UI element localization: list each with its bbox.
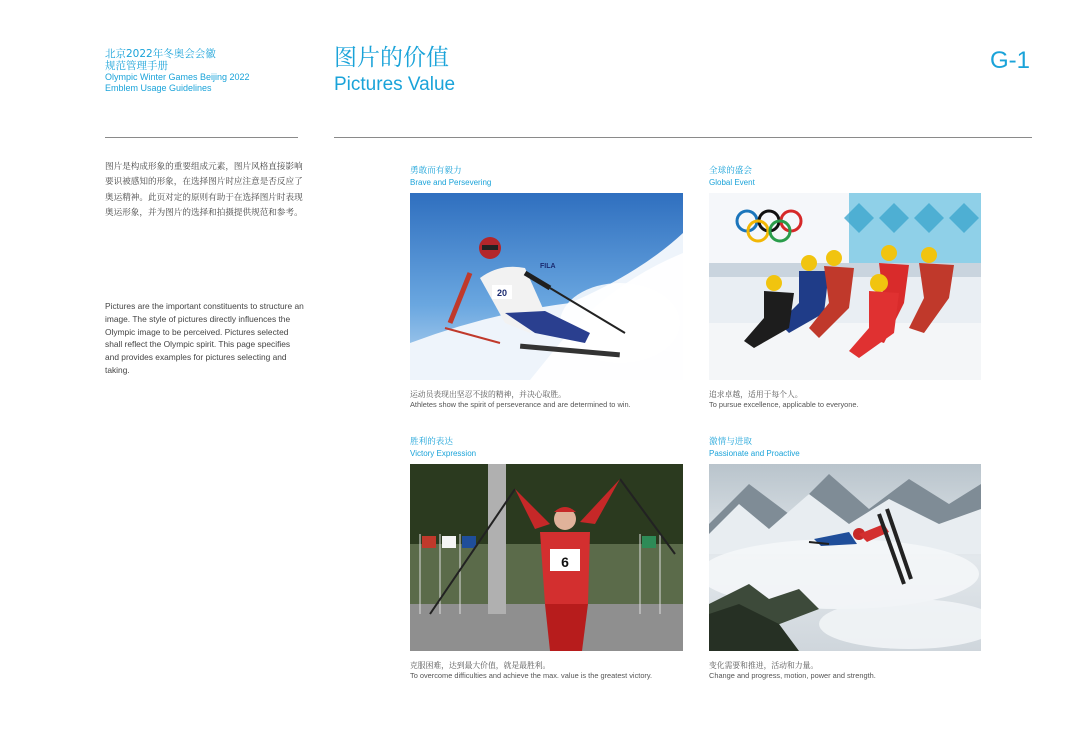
photo-1-caption-zh: 运动员表现出坚忍不拔的精神，并决心取胜。	[410, 390, 566, 399]
manual-subtitle-en: Emblem Usage Guidelines	[105, 83, 212, 93]
description-zh: 图片是构成形象的重要组成元素，图片风格直接影响要识被感知的形象，在选择图片时应注意是否反应了奥运精神。此页对定的原则有助于在选择图片时表现奥运形象，并为图片的选择和拍摄提供规范和参考。	[105, 162, 303, 219]
page-title-zh: 图片的价值	[334, 45, 449, 71]
photo-short-track-skaters	[709, 193, 981, 380]
photo-4-caption-en: Change and progress, motion, power and strength.	[709, 671, 876, 680]
description-en: Pictures are the important constituents to structure an image. The style of pictures directly influences the Olympic image to be perceived. Pictures selected shall reflect the Olympic spirit. This page specifies and provides examples for pictures selecting and taking.	[105, 301, 304, 375]
photo-2-title-en: Global Event	[709, 178, 755, 187]
photo-2-caption-en: To pursue excellence, applicable to everyone.	[709, 400, 859, 409]
photo-3-caption-zh: 克服困难，达到最大价值，就是最胜利。	[410, 661, 551, 670]
athlete-bib-number: 6	[561, 554, 569, 570]
photo-1-title-en: Brave and Persevering	[410, 178, 492, 187]
photo-2-caption-zh: 追求卓越，适用于每个人。	[709, 390, 803, 399]
skier-bib-number: 20	[496, 288, 508, 298]
skier-sponsor-logo: FILA	[540, 263, 556, 270]
manual-title-zh: 北京2022年冬奥会会徽	[105, 48, 216, 60]
photo-1-title-zh: 勇敢而有毅力	[410, 166, 462, 176]
page-title-en: Pictures Value	[334, 74, 456, 95]
divider-right	[334, 137, 1032, 138]
photo-4-title-en: Passionate and Proactive	[709, 449, 800, 458]
manual-subtitle-zh: 规范管理手册	[105, 60, 168, 72]
manual-header	[105, 48, 250, 94]
page-number: G-1	[990, 47, 1031, 74]
photo-1-caption-en: Athletes show the spirit of perseverance and are determined to win.	[410, 400, 631, 409]
photo-3-caption-en: To overcome difficulties and achieve the max. value is the greatest victory.	[410, 671, 653, 680]
photo-aerial-skier	[709, 464, 981, 651]
photo-2-title-zh: 全球的盛会	[709, 166, 752, 176]
manual-title-en: Olympic Winter Games Beijing 2022	[105, 72, 250, 82]
photo-4-title-zh: 激情与进取	[709, 437, 752, 447]
photo-4-caption-zh: 变化需要和推进，活动和力量。	[709, 661, 819, 670]
photo-alpine-skier	[410, 193, 683, 380]
photo-3-title-zh: 胜利的表达	[410, 437, 453, 447]
divider-left	[105, 137, 298, 138]
photo-3-title-en: Victory Expression	[410, 449, 477, 458]
photo-victory-skier	[410, 464, 683, 651]
